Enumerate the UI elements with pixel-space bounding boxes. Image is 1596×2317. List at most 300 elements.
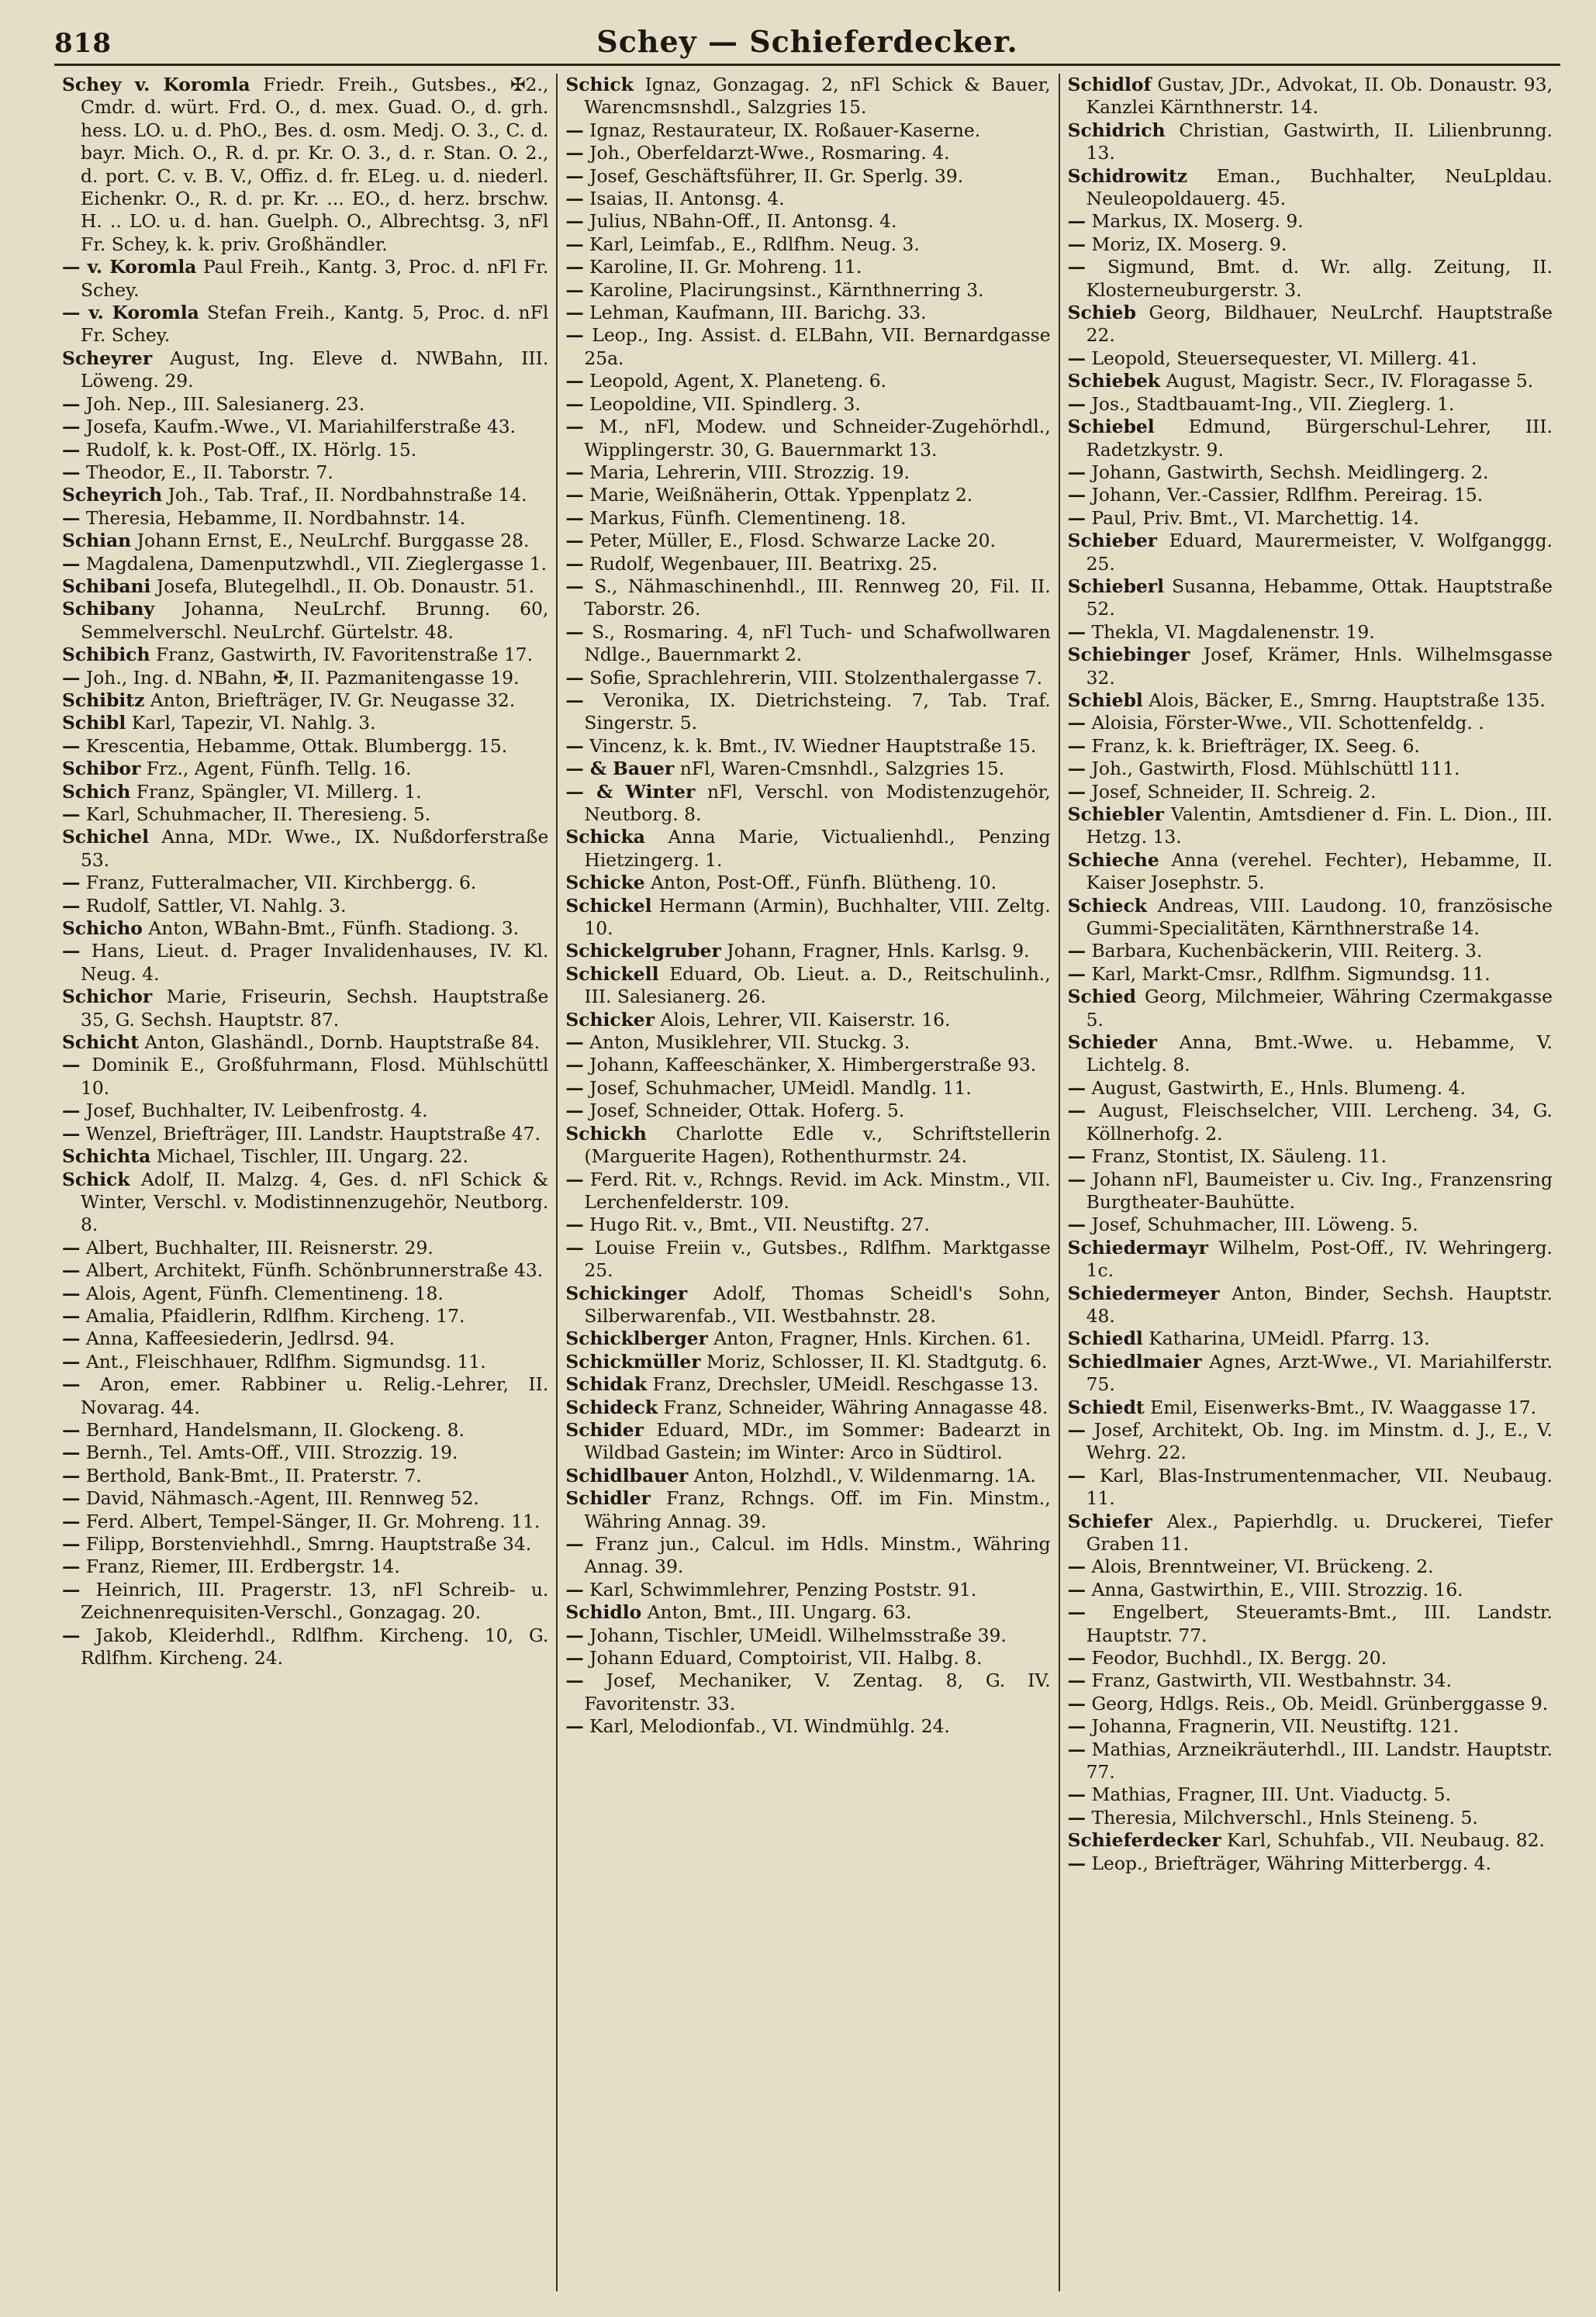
- entry-name: —: [62, 1464, 81, 1487]
- entry-details: Christian, Gastwirth, II. Lilienbrunng. 13.: [1086, 119, 1553, 164]
- entry-details: Franz, Spängler, VI. Millerg. 1.: [136, 780, 422, 803]
- entry-name: Schidak: [565, 1373, 648, 1396]
- entry-details: Josef, Schuhmacher, III. Löweng. 5.: [1091, 1214, 1418, 1236]
- entry-details: Berthold, Bank-Bmt., II. Praterstr. 7.: [85, 1464, 422, 1487]
- directory-entry: [62, 575, 548, 598]
- entry-name: Schickel: [565, 894, 652, 917]
- entry-name: Schicho: [62, 917, 143, 940]
- entry-details: Ant., Fleischhauer, Rdlfhm. Sigmundsg. 11.: [85, 1350, 486, 1373]
- directory-entry: [1068, 1556, 1553, 1578]
- directory-entry: [565, 484, 1050, 506]
- entry-name: —: [565, 370, 584, 392]
- entry-name: —: [1067, 1715, 1086, 1738]
- entry-name: Schiedermeyer: [1067, 1282, 1220, 1304]
- entry-name: —: [1067, 1145, 1086, 1168]
- entry-details: August, Magistr. Secr., IV. Floragasse 5.: [1166, 370, 1534, 392]
- entry-name: —: [1067, 1670, 1086, 1692]
- directory-entry: [1068, 1145, 1553, 1168]
- entry-details: Ignaz, Gonzagag. 2, nFl Schick & Bauer, Warencmsnshdl., Salzgries 15.: [584, 74, 1051, 119]
- entry-details: Hermann (Armin), Buchhalter, VIII. Zeltg. 10.: [584, 894, 1051, 940]
- directory-entry: [62, 1442, 548, 1464]
- entry-name: Schibl: [62, 712, 126, 734]
- directory-entry: [565, 324, 1050, 370]
- entry-name: —: [1067, 1601, 1086, 1624]
- entry-details: Aron, emer. Rabbiner u. Relig.-Lehrer, II. Novarag. 44.: [81, 1373, 549, 1418]
- directory-entry: [62, 917, 548, 940]
- directory-entry: [62, 598, 548, 644]
- entry-details: Dominik E., Großfuhrmann, Flosd. Mühlschüttl 10.: [81, 1054, 549, 1099]
- directory-entry: [565, 1328, 1050, 1350]
- directory-entry: [565, 1351, 1050, 1373]
- entry-name: Schidler: [565, 1487, 651, 1510]
- entry-name: —: [62, 734, 81, 757]
- entry-details: Leop., Ing. Assist. d. ELBahn, VII. Bernardgasse 25a.: [584, 324, 1051, 369]
- entry-name: Schidlbauer: [565, 1464, 689, 1487]
- directory-entry: [1068, 1670, 1553, 1692]
- directory-entry: [62, 1237, 548, 1259]
- directory-entry: [565, 119, 1050, 142]
- entry-name: —: [62, 803, 81, 825]
- entry-name: —: [1067, 1076, 1086, 1099]
- entry-name: —: [565, 278, 584, 301]
- entry-name: —: [1067, 1556, 1086, 1578]
- entry-name: — v. Koromla: [62, 302, 199, 324]
- entry-details: Karoline, Placirungsinst., Kärnthnerring 3.: [589, 278, 984, 301]
- directory-entry: [62, 461, 548, 484]
- entry-name: —: [62, 1418, 81, 1441]
- entry-name: —: [565, 1054, 584, 1076]
- entry-name: Schieche: [1067, 848, 1159, 871]
- directory-entry: [565, 1579, 1050, 1601]
- directory-entry: [565, 1487, 1050, 1533]
- entry-details: Josef, Krämer, Hnls. Wilhelmsgasse 32.: [1086, 644, 1553, 689]
- entry-name: —: [565, 1715, 584, 1738]
- directory-entry: [62, 530, 548, 552]
- entry-details: Josef, Schneider, Ottak. Hoferg. 5.: [589, 1100, 905, 1122]
- directory-entry: [62, 1556, 548, 1578]
- entry-name: —: [1067, 1214, 1086, 1236]
- directory-entry: [1068, 575, 1553, 621]
- entry-details: Johann Ernst, E., NeuLrchf. Burggasse 28.: [136, 530, 530, 552]
- directory-entry: [62, 416, 548, 438]
- entry-name: —: [62, 1556, 81, 1578]
- entry-name: —: [1067, 1464, 1086, 1487]
- directory-entry: [1068, 1511, 1553, 1556]
- directory-entry: [62, 872, 548, 894]
- entry-details: Anna, Gastwirthin, E., VIII. Strozzig. 16.: [1091, 1578, 1463, 1600]
- entry-details: Adolf, II. Malzg. 4, Ges. d. nFl Schick & Winter, Verschl. v. Modistinnenzugehör, Neutborg. 8.: [81, 1168, 549, 1236]
- directory-entry: [565, 1419, 1050, 1465]
- entry-details: Karl, Markt-Cmsr., Rdlfhm. Sigmundsg. 11.: [1091, 962, 1491, 985]
- directory-entry: [1068, 1397, 1553, 1419]
- entry-details: Johann, Ver.-Cassier, Rdlfhm. Pereirag. 15.: [1091, 484, 1484, 506]
- entry-name: —: [565, 256, 584, 278]
- entry-name: —: [1067, 1647, 1086, 1670]
- entry-name: —: [1067, 256, 1086, 278]
- directory-entry: [565, 553, 1050, 575]
- directory-entry: [1068, 233, 1553, 256]
- entry-details: Josef, Architekt, Ob. Ing. im Minstm. d. J., E., V. Wehrg. 22.: [1086, 1418, 1553, 1464]
- entry-name: Schidlof: [1067, 74, 1152, 95]
- directory-entry: [62, 986, 548, 1031]
- entry-name: —: [62, 1236, 81, 1259]
- entry-details: Rudolf, k. k. Post-Off., IX. Hörlg. 15.: [85, 438, 417, 461]
- entry-details: Karl, Schuhmacher, II. Theresieng. 5.: [85, 803, 431, 825]
- entry-details: Alois, Bäcker, E., Smrng. Hauptstraße 135.: [1149, 689, 1546, 711]
- entry-name: Schickh: [565, 1122, 647, 1145]
- directory-entry: [1068, 1579, 1553, 1601]
- directory-entry: [565, 1283, 1050, 1328]
- entry-name: —: [565, 1578, 584, 1600]
- directory-entry: [1068, 1419, 1553, 1465]
- page-number: 818: [54, 28, 112, 59]
- entry-details: Heinrich, III. Pragerstr. 13, nFl Schreib- u. Zeichnenrequisiten-Verschl., Gonzagag. 20.: [81, 1578, 549, 1624]
- directory-entry: [565, 142, 1050, 164]
- directory-entry: [1068, 986, 1553, 1031]
- entry-details: Bernh., Tel. Amts-Off., VIII. Strozzig. 19.: [85, 1442, 458, 1464]
- entry-name: —: [62, 1442, 81, 1464]
- entry-details: Louise Freiin v., Gutsbes., Rdlfhm. Marktgasse 25.: [584, 1236, 1051, 1282]
- entry-details: Wilhelm, Post-Off., IV. Wehringerg. 1c.: [1086, 1236, 1553, 1282]
- entry-details: Aloisia, Förster-Wwe., VII. Schottenfeldg. .: [1091, 712, 1484, 734]
- entry-details: Ferd. Rit. v., Rchngs. Revid. im Ack. Minstm., VII. Lerchenfelderstr. 109.: [584, 1168, 1051, 1213]
- entry-details: Franz, Riemer, III. Erdbergstr. 14.: [85, 1556, 400, 1578]
- entry-details: Veronika, IX. Dietrichsteing. 7, Tab. Traf. Singerstr. 5.: [584, 689, 1051, 734]
- entry-name: Schicht: [62, 1031, 140, 1054]
- entry-details: Anna (verehel. Fechter), Hebamme, II. Kaiser Josephstr. 5.: [1086, 848, 1553, 894]
- directory-entry: [565, 370, 1050, 392]
- entry-name: —: [1067, 620, 1086, 643]
- entry-name: Schickell: [565, 962, 659, 985]
- directory-entry: [1068, 895, 1553, 941]
- entry-name: —: [565, 1533, 584, 1555]
- directory-entry: [62, 781, 548, 803]
- directory-entry: [565, 1715, 1050, 1738]
- directory-entry: [565, 1601, 1050, 1624]
- directory-entry: [565, 1123, 1050, 1169]
- directory-entry: [565, 1009, 1050, 1031]
- entry-name: —: [62, 666, 81, 689]
- entry-name: —: [1067, 940, 1086, 962]
- entry-name: —: [1067, 1738, 1086, 1760]
- entry-details: Johanna, NeuLrchf. Brunng. 60, Semmelverschl. NeuLrchf. Gürtelstr. 48.: [81, 598, 549, 643]
- entry-details: August, Gastwirth, E., Hnls. Blumeng. 4.: [1091, 1076, 1466, 1099]
- entry-name: —: [565, 484, 584, 506]
- entry-name: —: [62, 1350, 81, 1373]
- entry-name: —: [565, 1168, 584, 1190]
- directory-entry: [62, 1533, 548, 1556]
- entry-name: Schibani: [62, 575, 151, 597]
- directory-entry: [565, 1670, 1050, 1715]
- entry-name: Schicker: [565, 1008, 655, 1031]
- entry-name: —: [565, 1031, 584, 1054]
- entry-details: Theodor, E., II. Taborstr. 7.: [85, 461, 333, 483]
- entry-name: —: [1067, 484, 1086, 506]
- directory-entry: [565, 1237, 1050, 1283]
- entry-details: Stefan Freih., Kantg. 5, Proc. d. nFl Fr. Schey.: [81, 302, 549, 347]
- entry-name: —: [62, 461, 81, 483]
- entry-name: Schiedlmaier: [1067, 1350, 1202, 1373]
- entry-name: —: [565, 119, 584, 141]
- directory-entry: [62, 940, 548, 986]
- directory-entry: [1068, 1829, 1553, 1852]
- column-3: [1059, 74, 1560, 2291]
- directory-entry: [62, 1373, 548, 1419]
- directory-entry: [62, 1054, 548, 1100]
- columns: [54, 74, 1560, 2291]
- entry-details: Theresia, Hebamme, II. Nordbahnstr. 14.: [85, 506, 466, 529]
- directory-entry: [62, 667, 548, 689]
- entry-details: Anton, Post-Off., Fünfh. Blütheng. 10.: [651, 872, 997, 894]
- entry-name: —: [62, 1578, 81, 1600]
- entry-name: —: [565, 1647, 584, 1670]
- entry-name: Schiedt: [1067, 1396, 1145, 1418]
- entry-name: Scheyrich: [62, 484, 163, 506]
- directory-entry: [1068, 621, 1553, 644]
- directory-entry: [1068, 210, 1553, 233]
- entry-details: Leopold, Agent, X. Planeteng. 6.: [589, 370, 887, 392]
- entry-details: Franz, k. k. Briefträger, IX. Seeg. 6.: [1091, 734, 1420, 757]
- directory-entry: [62, 1283, 548, 1305]
- entry-name: —: [565, 1214, 584, 1236]
- directory-entry: [565, 1465, 1050, 1487]
- entry-name: —: [62, 1373, 81, 1396]
- directory-entry: [1068, 119, 1553, 165]
- entry-details: M., nFl, Modew. und Schneider-Zugehörhdl., Wipplingerstr. 30, G. Bauernmarkt 13.: [584, 416, 1051, 461]
- entry-details: Markus, Fünfh. Clementineng. 18.: [589, 506, 907, 529]
- entry-name: —: [62, 392, 81, 415]
- directory-entry: [62, 1351, 548, 1373]
- entry-name: —: [1067, 233, 1086, 255]
- entry-details: Michael, Tischler, III. Ungarg. 22.: [156, 1145, 468, 1168]
- entry-details: Franz, Drechsler, UMeidl. Reschgasse 13.: [652, 1373, 1039, 1396]
- directory-entry: [1068, 781, 1553, 803]
- entry-details: Katharina, UMeidl. Pfarrg. 13.: [1149, 1328, 1430, 1350]
- entry-name: —: [565, 575, 584, 597]
- entry-details: Josef, Mechaniker, V. Zentag. 8, G. IV. Favoritenstr. 33.: [584, 1670, 1051, 1714]
- entry-details: Josef, Schneider, II. Schreig. 2.: [1091, 780, 1377, 803]
- entry-details: Feodor, Buchhdl., IX. Bergg. 20.: [1091, 1647, 1387, 1670]
- entry-details: Susanna, Hebamme, Ottak. Hauptstraße 52.: [1086, 575, 1553, 620]
- entry-details: Marie, Weißnäherin, Ottak. Yppenplatz 2.: [589, 484, 973, 506]
- entry-name: Schichta: [62, 1145, 151, 1168]
- directory-entry: [1068, 1853, 1553, 1875]
- entry-name: Schibor: [62, 758, 141, 780]
- entry-name: Schian: [62, 530, 132, 552]
- entry-name: —: [565, 210, 584, 233]
- entry-name: —: [565, 392, 584, 415]
- directory-entry: [1068, 74, 1553, 119]
- entry-name: —: [1067, 1418, 1086, 1441]
- directory-entry: [565, 1214, 1050, 1236]
- entry-details: August, Ing. Eleve d. NWBahn, III. Löweng. 29.: [81, 347, 549, 392]
- entry-name: —: [565, 1670, 584, 1692]
- directory-entry: [62, 826, 548, 872]
- entry-name: Schieder: [1067, 1031, 1158, 1054]
- directory-entry: [62, 735, 548, 758]
- directory-entry: [565, 872, 1050, 894]
- directory-entry: [565, 302, 1050, 324]
- directory-entry: [1068, 461, 1553, 484]
- directory-entry: [565, 1054, 1050, 1076]
- entry-name: —: [62, 1054, 81, 1076]
- directory-entry: [1068, 712, 1553, 734]
- entry-name: — & Winter: [565, 780, 696, 803]
- entry-name: Schied: [1067, 986, 1136, 1008]
- entry-details: Markus, IX. Moserg. 9.: [1091, 210, 1304, 233]
- directory-entry: [1068, 1647, 1553, 1670]
- directory-entry: [1068, 735, 1553, 758]
- entry-name: —: [62, 1487, 81, 1510]
- entry-details: Sigmund, Bmt. d. Wr. allg. Zeitung, II. Klosterneuburgerstr. 3.: [1086, 256, 1553, 301]
- entry-details: Theresia, Milchverschl., Hnls Steineng. 5.: [1091, 1806, 1478, 1828]
- entry-details: Joh. Nep., III. Salesianerg. 23.: [85, 392, 365, 415]
- page-header: [54, 14, 1560, 66]
- entry-details: Georg, Bildhauer, NeuLrchf. Hauptstraße 22.: [1086, 302, 1553, 347]
- directory-entry: [565, 1533, 1050, 1579]
- column-2: [556, 74, 1058, 2291]
- directory-entry: [565, 1647, 1050, 1670]
- entry-name: Schibich: [62, 644, 150, 666]
- entry-name: Schider: [565, 1418, 644, 1441]
- directory-entry: [62, 1169, 548, 1237]
- directory-entry: [1068, 940, 1553, 962]
- directory-entry: [1068, 1715, 1553, 1738]
- directory-entry: [1068, 1031, 1553, 1077]
- entry-name: —: [62, 1510, 81, 1532]
- directory-entry: [1068, 644, 1553, 689]
- entry-details: Hugo Rit. v., Bmt., VII. Neustiftg. 27.: [589, 1214, 930, 1236]
- directory-entry: [565, 1397, 1050, 1419]
- directory-entry: [62, 484, 548, 506]
- directory-entry: [62, 439, 548, 461]
- entry-details: Charlotte Edle v., Schriftstellerin (Marguerite Hagen), Rothenthurmstr. 24.: [584, 1122, 1051, 1168]
- entry-name: Schidlo: [565, 1601, 642, 1624]
- entry-details: Franz, Schneider, Währing Annagasse 48.: [663, 1396, 1048, 1418]
- directory-entry: [565, 393, 1050, 416]
- entry-details: Eduard, Maurermeister, V. Wolfganggg. 25.: [1086, 530, 1553, 575]
- directory-entry: [1068, 1077, 1553, 1100]
- directory-entry: [62, 1419, 548, 1442]
- entry-details: Frz., Agent, Fünfh. Tellg. 16.: [146, 758, 412, 780]
- directory-entry: [62, 302, 548, 347]
- entry-details: Karl, Blas-Instrumentenmacher, VII. Neubaug. 11.: [1086, 1464, 1553, 1510]
- entry-details: Anton, Holzhdl., V. Wildenmarng. 1A.: [693, 1464, 1036, 1487]
- entry-details: Bernhard, Handelsmann, II. Glockeng. 8.: [85, 1418, 465, 1441]
- entry-name: —: [565, 142, 584, 164]
- entry-name: Schideck: [565, 1396, 658, 1418]
- running-head: Schey — Schieferdecker.: [596, 24, 1018, 59]
- entry-details: Sofie, Sprachlehrerin, VIII. Stolzenthalergasse 7.: [589, 666, 1043, 689]
- directory-entry: [1068, 1784, 1553, 1806]
- entry-details: Johann, Gastwirth, Sechsh. Meidlingerg. 2.: [1091, 461, 1489, 483]
- entry-details: Paul Freih., Kantg. 3, Proc. d. nFl Fr. Schey.: [81, 256, 549, 301]
- entry-details: Joh., Oberfeldarzt-Wwe., Rosmaring. 4.: [589, 142, 950, 164]
- entry-details: Johann Eduard, Comptoirist, VII. Halbg. 8.: [589, 1647, 983, 1670]
- entry-details: Johann nFl, Baumeister u. Civ. Ing., Franzensring Burgtheater-Bauhütte.: [1086, 1168, 1553, 1213]
- entry-details: Leop., Briefträger, Währing Mitterbergg. 4.: [1091, 1852, 1491, 1874]
- entry-name: —: [1067, 347, 1086, 369]
- entry-name: —: [1067, 758, 1086, 780]
- entry-details: Mathias, Fragner, III. Unt. Viaductg. 5.: [1091, 1784, 1452, 1806]
- entry-name: Schiebel: [1067, 416, 1155, 438]
- entry-details: Johann, Fragner, Hnls. Karlsg. 9.: [727, 940, 1030, 962]
- directory-entry: [1068, 347, 1553, 370]
- entry-details: Johann, Kaffeeschänker, X. Himbergerstraße 93.: [589, 1054, 1037, 1076]
- entry-name: —: [1067, 1168, 1086, 1190]
- entry-details: Filipp, Borstenviehhdl., Smrng. Hauptstraße 34.: [85, 1533, 532, 1555]
- directory-entry: [62, 1145, 548, 1168]
- column-1: [54, 74, 556, 2291]
- entry-details: Anna Marie, Victualienhdl., Penzing Hietzingerg. 1.: [584, 826, 1051, 871]
- directory-entry: [565, 507, 1050, 530]
- entry-details: Amalia, Pfaidlerin, Rdlfhm. Kircheng. 17.: [85, 1304, 465, 1327]
- directory-entry: [1068, 1328, 1553, 1350]
- entry-name: —: [565, 416, 584, 438]
- directory-entry: [565, 530, 1050, 552]
- entry-name: Schibitz: [62, 689, 145, 711]
- directory-entry: [62, 1031, 548, 1054]
- directory-entry: [565, 1100, 1050, 1122]
- entry-details: Alois, Agent, Fünfh. Clementineng. 18.: [85, 1282, 444, 1304]
- entry-details: Maria, Lehrerin, VIII. Strozzig. 19.: [589, 461, 910, 483]
- directory-entry: [1068, 963, 1553, 986]
- entry-name: Schiefer: [1067, 1510, 1152, 1532]
- entry-details: Peter, Müller, E., Flosd. Schwarze Lacke 20.: [589, 530, 996, 552]
- directory-entry: [1068, 393, 1553, 416]
- entry-details: Anna, Bmt.-Wwe. u. Hebamme, V. Lichtelg. 8.: [1086, 1031, 1553, 1076]
- entry-name: Schich: [62, 780, 131, 803]
- entry-name: —: [62, 1122, 81, 1145]
- entry-details: Franz, Gastwirth, IV. Favoritenstraße 17.: [155, 644, 534, 666]
- directory-entry: [1068, 758, 1553, 780]
- directory-entry: [62, 1625, 548, 1670]
- directory-entry: [1068, 689, 1553, 712]
- entry-name: —: [1067, 210, 1086, 233]
- entry-name: Schibany: [62, 598, 155, 620]
- entry-name: —: [1067, 1852, 1086, 1874]
- entry-name: —: [1067, 734, 1086, 757]
- directory-entry: [565, 963, 1050, 1009]
- entry-details: Agnes, Arzt-Wwe., VI. Mariahilferstr. 75.: [1086, 1350, 1553, 1396]
- entry-details: Josef, Schuhmacher, UMeidl. Mandlg. 11.: [589, 1076, 972, 1099]
- entry-name: Schieberl: [1067, 575, 1165, 597]
- entry-details: Anna, MDr. Wwe., IX. Nußdorferstraße 53.: [81, 826, 549, 871]
- entry-name: —: [565, 620, 584, 643]
- entry-name: Schickinger: [565, 1282, 688, 1304]
- entry-details: Leopoldine, VII. Spindlerg. 3.: [589, 392, 861, 415]
- entry-details: Anton, WBahn-Bmt., Fünfh. Stadiong. 3.: [148, 917, 520, 940]
- entry-details: Krescentia, Hebamme, Ottak. Blumbergg. 15.: [85, 734, 508, 757]
- entry-details: Karl, Tapezir, VI. Nahlg. 3.: [131, 712, 376, 734]
- directory-entry: [565, 256, 1050, 278]
- entry-name: Schiedl: [1067, 1328, 1143, 1350]
- entry-details: Anton, Fragner, Hnls. Kirchen. 61.: [713, 1328, 1031, 1350]
- directory-entry: [62, 689, 548, 712]
- directory-entry: [565, 940, 1050, 962]
- directory-entry: [1068, 507, 1553, 530]
- entry-details: Josefa, Blutegelhdl., II. Ob. Donaustr. 51.: [156, 575, 535, 597]
- entry-details: Karl, Schuhfab., VII. Neubaug. 82.: [1227, 1829, 1545, 1852]
- entry-details: Ignaz, Restaurateur, IX. Roßauer-Kaserne.: [589, 119, 981, 141]
- directory-entry: [565, 416, 1050, 461]
- entry-name: —: [1067, 1100, 1086, 1122]
- entry-details: Anton, Musiklehrer, VII. Stuckg. 3.: [589, 1031, 910, 1054]
- entry-name: —: [565, 1076, 584, 1099]
- directory-entry: [1068, 484, 1553, 506]
- directory-entry: [62, 1511, 548, 1533]
- entry-details: Edmund, Bürgerschul-Lehrer, III. Radetzkystr. 9.: [1086, 416, 1553, 461]
